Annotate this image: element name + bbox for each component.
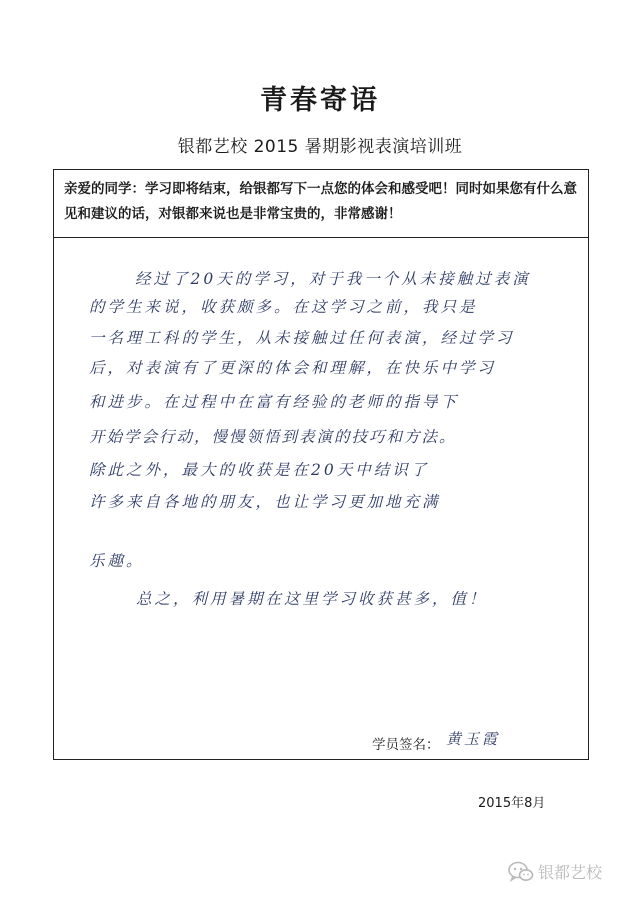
signature-label: 学员签名： bbox=[372, 737, 440, 753]
handwriting-line: 的学生来说，收获颇多。在这学习之前，我只是 bbox=[89, 298, 478, 316]
date: 2015年8月 bbox=[478, 796, 546, 811]
watermark-text: 银都艺校 bbox=[538, 863, 603, 882]
handwriting-line: 总之，利用暑期在这里学习收获甚多，值！ bbox=[136, 590, 488, 608]
page-title: 青春寄语 bbox=[260, 85, 380, 116]
page-subtitle: 银都艺校 2015 暑期影视表演培训班 bbox=[177, 137, 463, 157]
wechat-icon bbox=[508, 861, 534, 883]
handwriting-line: 一名理工科的学生，从未接触过任何表演，经过学习 bbox=[89, 329, 515, 347]
signature: 黄玉霞 bbox=[446, 730, 501, 748]
handwriting-line: 经过了20天的学习，对于我一个从未接触过表演 bbox=[135, 270, 531, 288]
handwriting-line: 和进步。在过程中在富有经验的老师的指导下 bbox=[89, 393, 460, 411]
handwriting-line: 乐趣。 bbox=[89, 552, 145, 570]
handwriting-line: 后，对表演有了更深的体会和理解，在快乐中学习 bbox=[89, 359, 497, 377]
handwriting-line: 开始学会行动，慢慢领悟到表演的技巧和方法。 bbox=[89, 428, 457, 446]
handwriting-line: 除此之外，最大的收获是在20天中结识了 bbox=[89, 461, 430, 479]
watermark bbox=[508, 860, 602, 883]
handwriting-line: 许多来自各地的朋友，也让学习更加地充满 bbox=[89, 493, 441, 511]
form-prompt: 亲爱的同学：学习即将结束，给银都写下一点您的体会和感受吧！同时如果您有什么意见和建议的话，对银都来说也是非常宝贵的，非常感谢！ bbox=[54, 170, 588, 238]
